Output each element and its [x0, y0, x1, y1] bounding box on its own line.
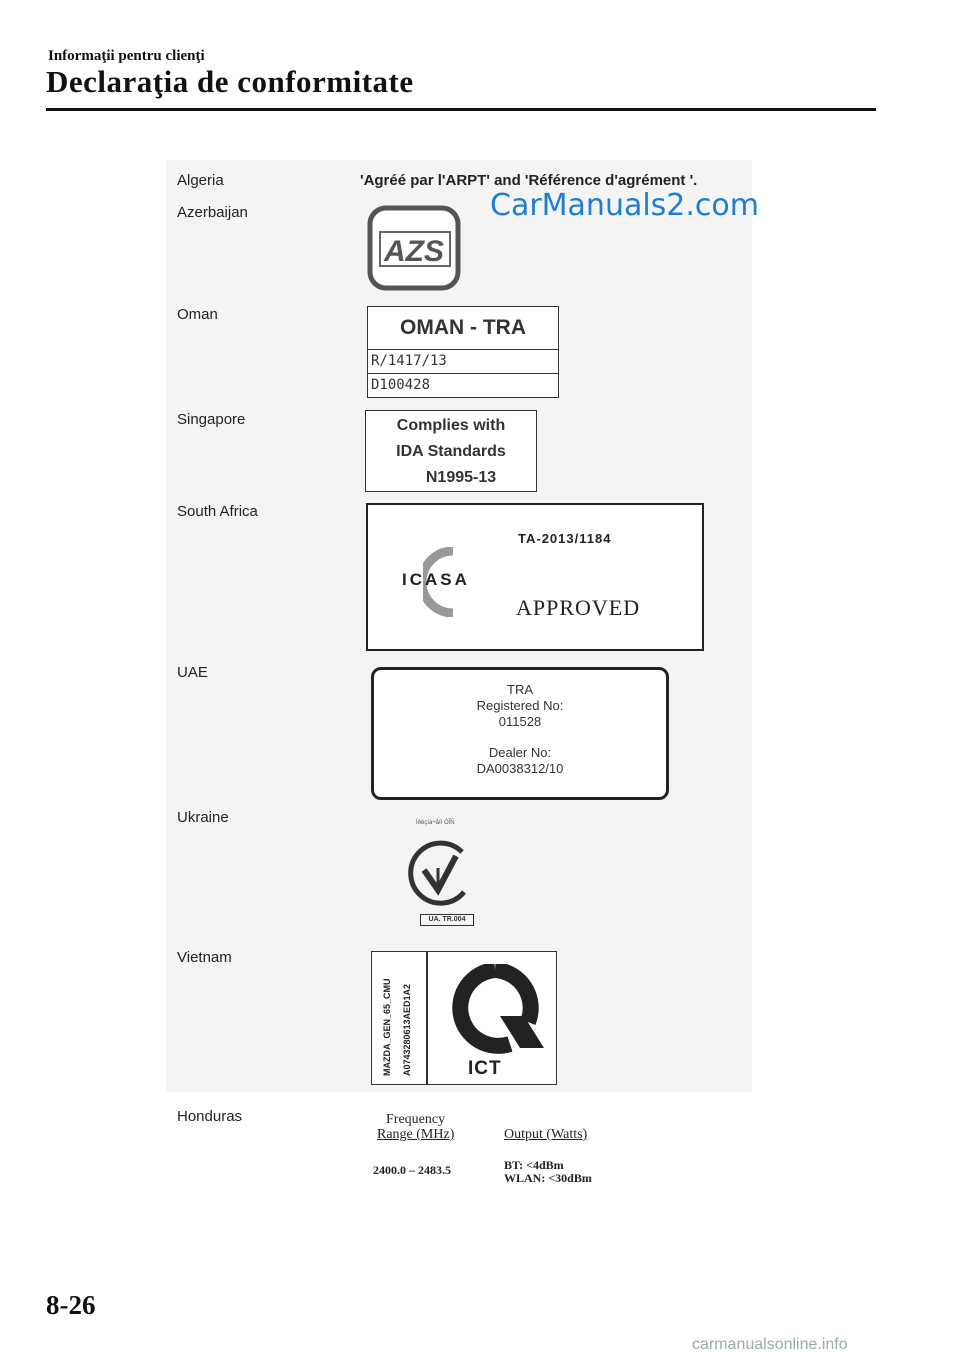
vn-ict: ICT	[468, 1058, 502, 1079]
ukraine-mark	[400, 818, 480, 928]
hn-col1-head2: Range (MHz)	[377, 1127, 455, 1142]
azs-logo-text: AZS	[384, 235, 444, 268]
page-number: 8-26	[46, 1290, 96, 1320]
sa-icasa-logo: ICASA	[402, 570, 470, 589]
singapore-ida-label	[365, 410, 537, 492]
country-south-africa: South Africa	[177, 503, 258, 520]
ict-q-icon	[440, 964, 552, 1054]
sa-ta-number: TA-2013/1184	[518, 531, 612, 546]
uae-line1: TRA	[507, 682, 533, 697]
oman-reg-number: R/1417/13	[367, 350, 559, 374]
south-africa-icasa-label	[366, 503, 704, 651]
country-oman: Oman	[177, 306, 218, 323]
sg-line1: Complies with	[396, 417, 506, 434]
hn-out-bt: BT: <4dBm	[504, 1158, 564, 1172]
algeria-text: 'Agréé par l'ARPT' and 'Référence d'agrément '.	[360, 172, 698, 189]
vn-code1: MAZDA_GEN_65_CMU	[382, 978, 392, 1076]
country-singapore: Singapore	[177, 411, 246, 428]
sg-line2: IDA Standards	[396, 443, 506, 460]
vietnam-ict-label	[371, 951, 557, 1085]
country-honduras: Honduras	[177, 1108, 243, 1125]
ukraine-conformity-icon	[404, 838, 476, 910]
uae-line2: Registered No:	[476, 698, 564, 713]
country-uae: UAE	[177, 664, 208, 681]
uae-line4: Dealer No:	[488, 745, 552, 760]
country-azerbaijan: Azerbaijan	[177, 204, 248, 221]
hn-freq: 2400.0 – 2483.5	[373, 1163, 451, 1177]
sg-line3: N1995-13	[425, 469, 497, 486]
oman-tra-label: OMAN - TRA	[367, 306, 559, 350]
footer-watermark: carmanualsonline.info	[692, 1336, 848, 1353]
vn-code2: A0743280613AED1A2	[402, 983, 412, 1076]
uae-line5: DA0038312/10	[476, 761, 564, 776]
uae-tra-label	[371, 667, 669, 800]
country-ukraine: Ukraine	[177, 809, 229, 826]
ua-caption: Ïðèçíà÷åíî ÓÎÑ	[416, 820, 455, 826]
hn-out-wlan: WLAN: <30dBm	[504, 1171, 592, 1185]
section-heading: Informaţii pentru clienţi	[48, 48, 205, 64]
country-vietnam: Vietnam	[177, 949, 232, 966]
title-rule	[46, 108, 876, 111]
page-title: Declaraţia de conformitate	[46, 64, 414, 99]
oman-dealer-number: D100428	[367, 374, 559, 398]
hn-col1-head1: Frequency	[386, 1112, 446, 1127]
country-algeria: Algeria	[177, 172, 224, 189]
sa-approved: APPROVED	[516, 595, 641, 620]
hn-col2-head: Output (Watts)	[504, 1127, 588, 1142]
ua-code: UA. TR.004	[420, 914, 474, 926]
uae-line3: 011528	[498, 714, 542, 729]
azs-logo	[367, 205, 461, 291]
watermark-text: CarManuals2.com	[490, 188, 760, 223]
